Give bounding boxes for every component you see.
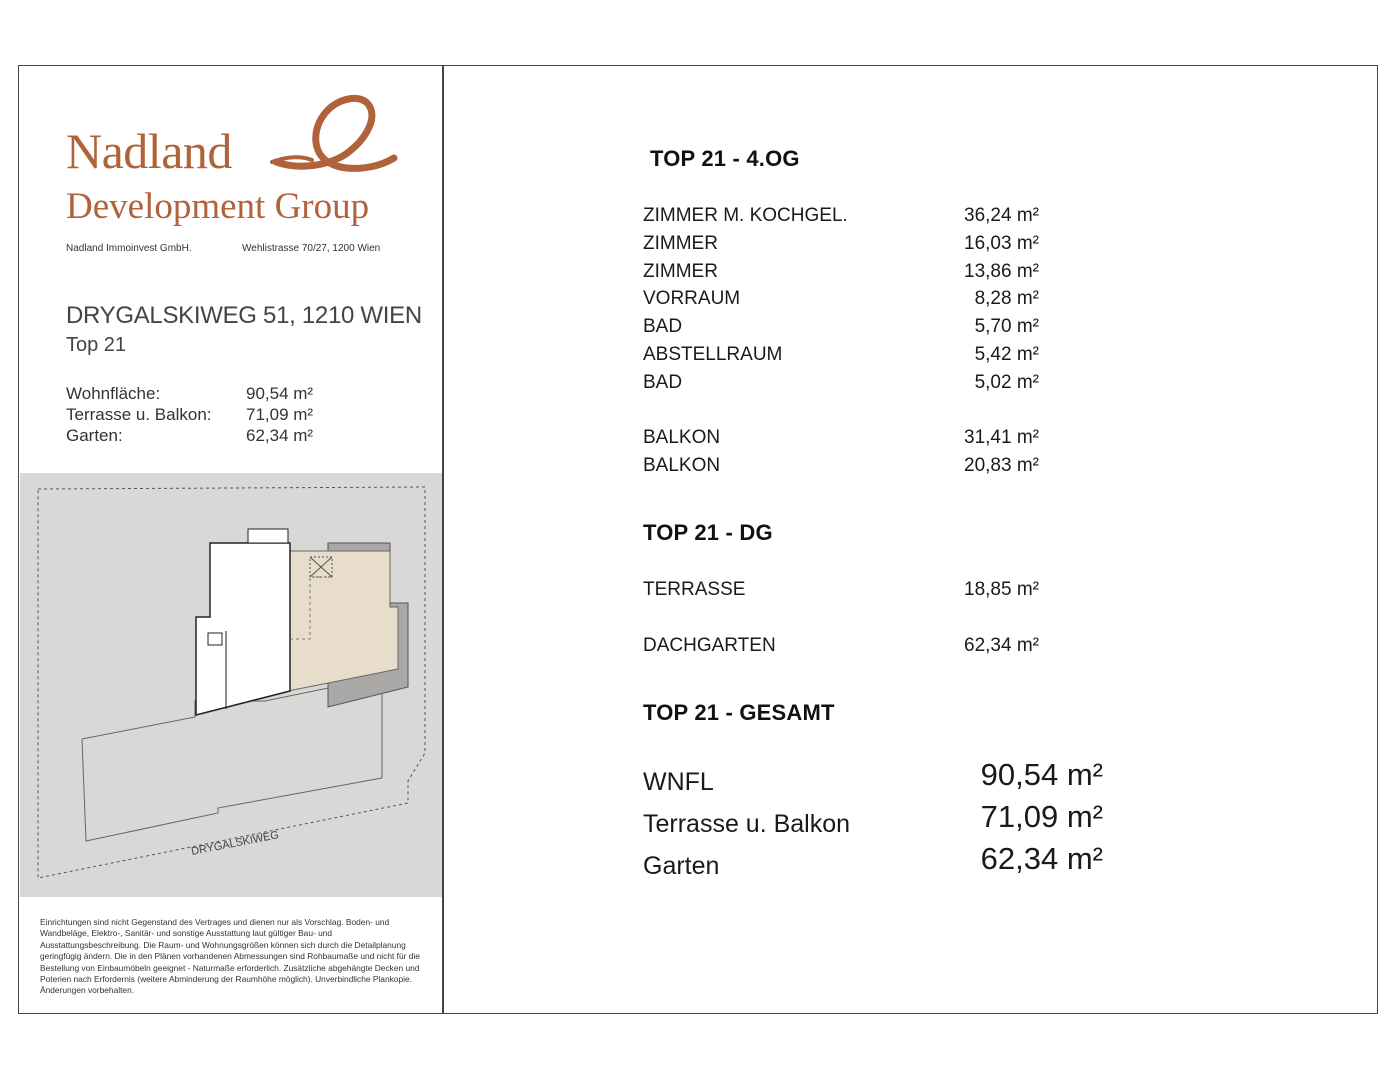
main-building <box>196 543 290 715</box>
property-address: DRYGALSKIWEG 51, 1210 WIEN <box>66 302 422 329</box>
total-name: WNFL <box>643 768 714 796</box>
room-name: BALKON <box>643 427 721 448</box>
room-area: 5,42 m² <box>974 343 1039 365</box>
room-area: 18,85 m² <box>964 579 1039 600</box>
disclaimer-text: Einrichtungen sind nicht Gegenstand des Vertrages und dienen nur als Vorschlag. Boden- und Wandbeläge, Elektro-, Sanitär- und sonstige Ausstattung laut gültiger Bau- und Ausstattungsbeschreibung. Die Raum- und Wohnungsgrößen können sich durch die Detailplanung geringfügig ändern. Die in den Plänen vorhandenen Abmessungen sind Rohbaumaße und nicht für die Bestellung von Einbaumöbeln geeignet - Naturmaße erforderlich. Zusätzliche abgehängte Decken und Poterien nach Erfordernis (weitere Abminderung der Raumhöhe möglich). Unverbindliche Plankopie. Änderungen vorbehalten. <box>40 917 420 996</box>
room-area: 62,34 m² <box>964 635 1039 656</box>
room-area: 5,02 m² <box>974 371 1039 393</box>
logo-wordmark-line2: Development Group <box>66 186 370 227</box>
room-name: BALKON <box>643 454 721 476</box>
section-title-dg: TOP 21 - DG <box>643 520 773 545</box>
company-name: Nadland Immoinvest GmbH. <box>66 243 192 254</box>
section-title-total: TOP 21 - GESAMT <box>643 700 835 725</box>
room-name: TERRASSE <box>643 579 746 600</box>
summary-label: Wohnfläche: <box>66 384 161 403</box>
summary-value: 62,34 m² <box>246 426 314 445</box>
room-area: 5,70 m² <box>974 316 1039 338</box>
section-title-og: TOP 21 - 4.OG <box>650 146 800 171</box>
room-name: ZIMMER M. KOCHGEL. <box>643 205 848 226</box>
summary-value: 71,09 m² <box>246 405 314 424</box>
total-row <box>643 797 1103 839</box>
total-row <box>643 839 1103 881</box>
summary-value: 90,54 m² <box>246 384 314 403</box>
room-area: 31,41 m² <box>964 427 1039 448</box>
room-area: 8,28 m² <box>974 288 1039 310</box>
logo-swirl-icon <box>268 92 400 182</box>
room-name: ZIMMER <box>643 260 718 282</box>
total-name: Garten <box>643 852 720 880</box>
room-name: ZIMMER <box>643 232 718 254</box>
room-name: BAD <box>643 316 683 338</box>
room-name: VORRAUM <box>643 288 741 310</box>
total-area: 71,09 m² <box>980 799 1103 834</box>
site-plan-drawing <box>20 473 442 897</box>
total-area: 62,34 m² <box>980 841 1103 876</box>
property-unit: Top 21 <box>66 334 127 356</box>
stair-core <box>248 529 288 543</box>
company-address: Wehlistrasse 70/27, 1200 Wien <box>242 243 381 254</box>
room-area: 20,83 m² <box>964 454 1039 476</box>
logo-wordmark-line1: Nadland <box>66 123 232 179</box>
total-row <box>643 755 1103 797</box>
room-area: 16,03 m² <box>964 232 1039 254</box>
room-name: DACHGARTEN <box>643 635 776 656</box>
summary-label: Terrasse u. Balkon: <box>66 405 212 424</box>
terrace-area <box>288 551 398 691</box>
total-area: 90,54 m² <box>980 757 1103 792</box>
panel-divider <box>442 65 444 1014</box>
room-name: BAD <box>643 371 683 393</box>
site-plan <box>20 473 442 897</box>
notch <box>208 633 222 645</box>
street-label: DRYGALSKIWEG <box>190 829 280 858</box>
room-area: 36,24 m² <box>964 205 1039 226</box>
room-area: 13,86 m² <box>964 260 1039 282</box>
summary-label: Garten: <box>66 426 123 445</box>
room-name: ABSTELLRAUM <box>643 343 783 365</box>
total-name: Terrasse u. Balkon <box>643 810 851 838</box>
